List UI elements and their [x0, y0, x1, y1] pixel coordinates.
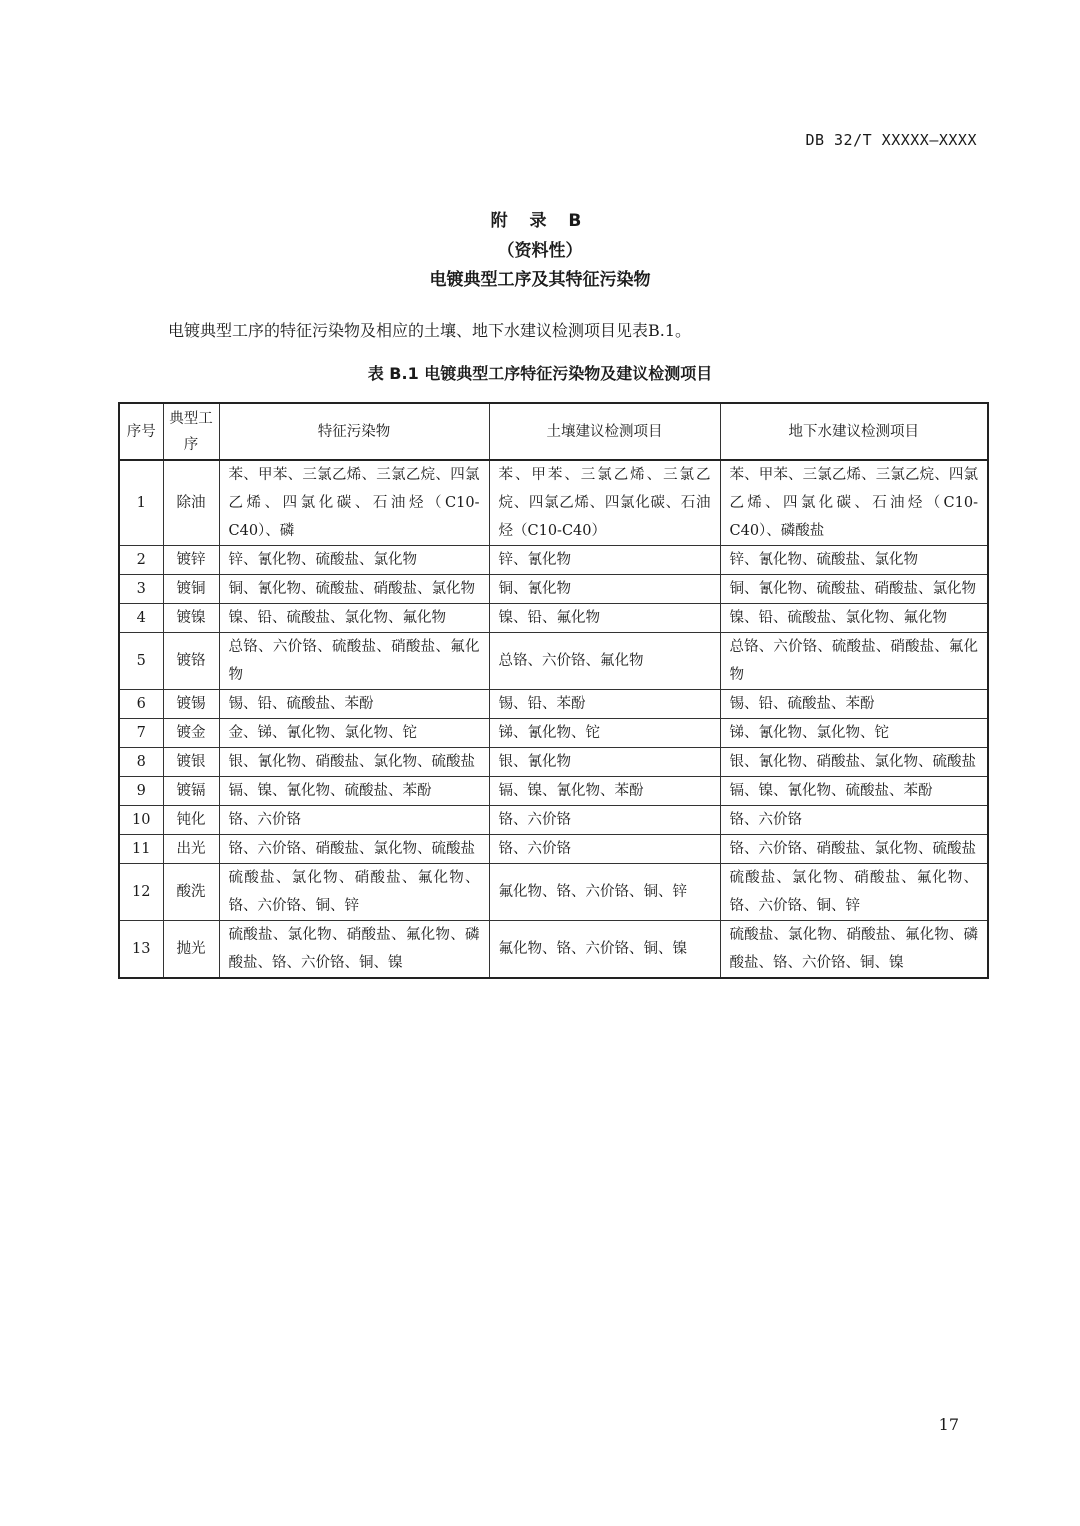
table-row: [119, 921, 988, 979]
row-groundwater: 银、氰化物、硝酸盐、氯化物、硫酸盐: [720, 748, 988, 777]
table-header-row: [119, 403, 988, 460]
row-pollutants: 金、锑、氰化物、氯化物、铊: [219, 719, 489, 748]
row-pollutants: 铬、六价铬、硝酸盐、氯化物、硫酸盐: [219, 835, 489, 864]
table-row: [119, 806, 988, 835]
header-process: 典型工序: [163, 403, 219, 460]
row-process: 镀锡: [163, 690, 219, 719]
table-row: [119, 604, 988, 633]
row-soil: 铬、六价铬: [489, 835, 720, 864]
row-num: 6: [119, 690, 163, 719]
row-num: 3: [119, 575, 163, 604]
row-num: 12: [119, 864, 163, 921]
annex-label: 附 录 B: [490, 211, 590, 231]
document-code: DB 32/T XXXXX—XXXX: [805, 131, 977, 149]
row-process: 镀金: [163, 719, 219, 748]
row-num: 7: [119, 719, 163, 748]
row-soil: 氟化物、铬、六价铬、铜、锌: [489, 864, 720, 921]
row-pollutants: 镉、镍、氰化物、硫酸盐、苯酚: [219, 777, 489, 806]
row-pollutants: 锡、铅、硫酸盐、苯酚: [219, 690, 489, 719]
row-groundwater: 镍、铅、硫酸盐、氯化物、氟化物: [720, 604, 988, 633]
row-process: 镀锌: [163, 546, 219, 575]
row-num: 10: [119, 806, 163, 835]
row-groundwater: 硫酸盐、氯化物、硝酸盐、氟化物、磷酸盐、铬、六价铬、铜、镍: [720, 921, 988, 979]
row-groundwater: 总铬、六价铬、硫酸盐、硝酸盐、氟化物: [720, 633, 988, 690]
row-process: 镀铬: [163, 633, 219, 690]
row-num: 11: [119, 835, 163, 864]
row-process: 镀铜: [163, 575, 219, 604]
table-row: [119, 575, 988, 604]
row-soil: 银、氰化物: [489, 748, 720, 777]
row-pollutants: 硫酸盐、氯化物、硝酸盐、氟化物、磷酸盐、铬、六价铬、铜、镍: [219, 921, 489, 979]
header-soil: 土壤建议检测项目: [489, 403, 720, 460]
row-groundwater: 锡、铅、硫酸盐、苯酚: [720, 690, 988, 719]
row-num: 1: [119, 460, 163, 546]
row-soil: 锡、铅、苯酚: [489, 690, 720, 719]
row-pollutants: 苯、甲苯、三氯乙烯、三氯乙烷、四氯乙烯、四氯化碳、石油烃（C10-C40）、磷: [219, 460, 489, 546]
row-num: 9: [119, 777, 163, 806]
row-groundwater: 铜、氰化物、硫酸盐、硝酸盐、氯化物: [720, 575, 988, 604]
row-pollutants: 镍、铅、硫酸盐、氯化物、氟化物: [219, 604, 489, 633]
annex-nature: （资料性）: [497, 241, 583, 261]
row-process: 出光: [163, 835, 219, 864]
row-num: 13: [119, 921, 163, 979]
intro-paragraph: 电镀典型工序的特征污染物及相应的土壤、地下水建议检测项目见表B.1。: [168, 321, 692, 340]
row-process: 除油: [163, 460, 219, 546]
row-pollutants: 总铬、六价铬、硫酸盐、硝酸盐、氟化物: [219, 633, 489, 690]
row-num: 5: [119, 633, 163, 690]
header-groundwater: 地下水建议检测项目: [720, 403, 988, 460]
table-row: [119, 748, 988, 777]
table-title: 表 B.1 电镀典型工序特征污染物及建议检测项目: [367, 364, 713, 383]
row-groundwater: 苯、甲苯、三氯乙烯、三氯乙烷、四氯乙烯、四氯化碳、石油烃（C10-C40）、磷酸盐: [720, 460, 988, 546]
row-soil: 镉、镍、氰化物、苯酚: [489, 777, 720, 806]
table-row: [119, 777, 988, 806]
annex-title: 电镀典型工序及其特征污染物: [429, 270, 651, 290]
row-groundwater: 锑、氰化物、氯化物、铊: [720, 719, 988, 748]
row-process: 酸洗: [163, 864, 219, 921]
row-process: 钝化: [163, 806, 219, 835]
row-process: 镀银: [163, 748, 219, 777]
row-soil: 苯、甲苯、三氯乙烯、三氯乙烷、四氯乙烯、四氯化碳、石油烃（C10-C40）: [489, 460, 720, 546]
row-process: 镀镍: [163, 604, 219, 633]
row-process: 镀镉: [163, 777, 219, 806]
table-row: [119, 719, 988, 748]
row-soil: 镍、铅、氟化物: [489, 604, 720, 633]
row-pollutants: 铬、六价铬: [219, 806, 489, 835]
row-pollutants: 铜、氰化物、硫酸盐、硝酸盐、氯化物: [219, 575, 489, 604]
row-soil: 铜、氰化物: [489, 575, 720, 604]
pollutant-table: [118, 402, 989, 979]
row-soil: 氟化物、铬、六价铬、铜、镍: [489, 921, 720, 979]
table-row: [119, 690, 988, 719]
row-num: 2: [119, 546, 163, 575]
table-row: [119, 633, 988, 690]
row-pollutants: 硫酸盐、氯化物、硝酸盐、氟化物、铬、六价铬、铜、锌: [219, 864, 489, 921]
row-soil: 铬、六价铬: [489, 806, 720, 835]
row-pollutants: 银、氰化物、硝酸盐、氯化物、硫酸盐: [219, 748, 489, 777]
row-groundwater: 锌、氰化物、硫酸盐、氯化物: [720, 546, 988, 575]
row-process: 抛光: [163, 921, 219, 979]
table-row: [119, 460, 988, 546]
row-groundwater: 铬、六价铬、硝酸盐、氯化物、硫酸盐: [720, 835, 988, 864]
row-soil: 锌、氰化物: [489, 546, 720, 575]
header-pollutants: 特征污染物: [219, 403, 489, 460]
row-groundwater: 硫酸盐、氯化物、硝酸盐、氟化物、铬、六价铬、铜、锌: [720, 864, 988, 921]
table-row: [119, 835, 988, 864]
table-row: [119, 546, 988, 575]
page-number: 17: [938, 1415, 959, 1434]
header-num: 序号: [119, 403, 163, 460]
row-soil: 总铬、六价铬、氟化物: [489, 633, 720, 690]
row-groundwater: 铬、六价铬: [720, 806, 988, 835]
table-row: [119, 864, 988, 921]
row-pollutants: 锌、氰化物、硫酸盐、氯化物: [219, 546, 489, 575]
row-num: 4: [119, 604, 163, 633]
row-groundwater: 镉、镍、氰化物、硫酸盐、苯酚: [720, 777, 988, 806]
row-num: 8: [119, 748, 163, 777]
row-soil: 锑、氰化物、铊: [489, 719, 720, 748]
